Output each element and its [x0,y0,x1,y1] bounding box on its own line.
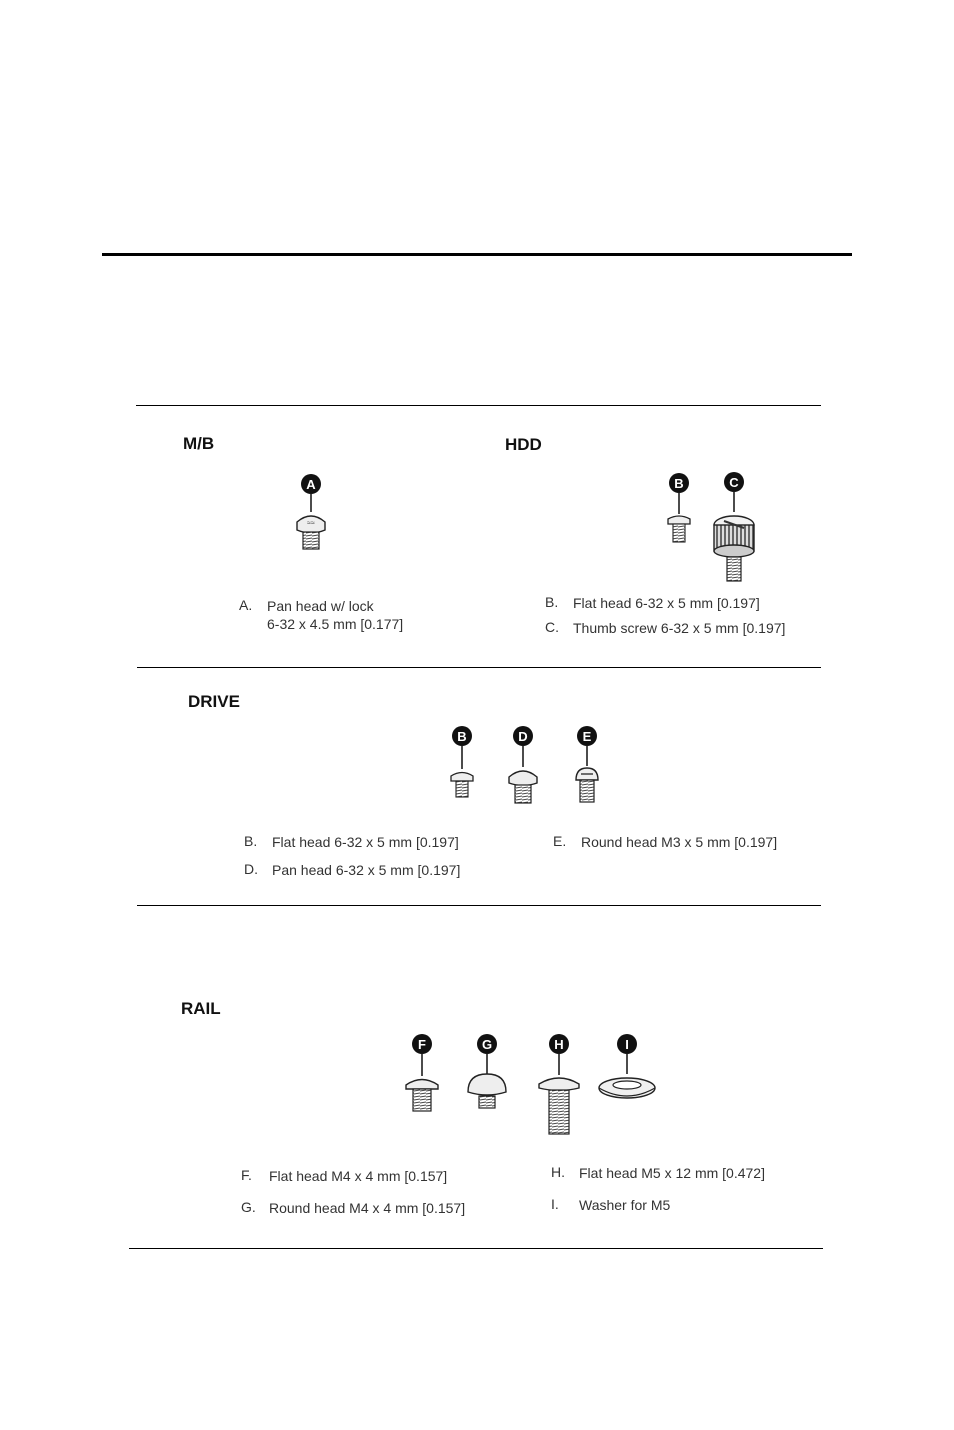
item-letter: H. [551,1164,565,1180]
screw-h-icon [539,1034,579,1134]
item-desc: Thumb screw 6-32 x 5 mm [0.197] [573,620,786,636]
callout-a [301,474,321,512]
item-desc: Round head M3 x 5 mm [0.197] [581,834,778,850]
callout-b-drive-label: B [457,729,467,744]
rail-heading: RAIL [181,999,221,1018]
thumb-screw-c-icon [714,472,754,581]
item-desc-line1: Pan head w/ lock [267,598,374,614]
screw-f-icon [406,1034,438,1111]
item-desc: Pan head 6-32 x 5 mm [0.197] [272,862,461,878]
item-desc: Flat head 6-32 x 5 mm [0.197] [272,834,459,850]
item-desc-line2: 6-32 x 4.5 mm [0.177] [267,616,404,632]
item-desc: Flat head M5 x 12 mm [0.472] [579,1165,765,1181]
item-desc: Washer for M5 [579,1197,671,1213]
callout-b-hdd-label: B [674,476,684,491]
item-desc: Flat head M4 x 4 mm [0.157] [269,1168,448,1184]
item-desc: Round head M4 x 4 mm [0.157] [269,1200,466,1216]
hdd-heading: HDD [505,435,542,454]
screw-d-icon [509,726,537,803]
item-letter: D. [244,861,258,877]
item-letter: C. [545,619,559,635]
screw-g-icon [468,1034,506,1108]
item-letter: I. [551,1196,559,1212]
item-letter: B. [244,833,258,849]
item-letter: E. [553,833,567,849]
item-letter: B. [545,594,559,610]
callout-g-label: G [481,1037,493,1052]
item-desc: Flat head 6-32 x 5 mm [0.197] [573,595,760,611]
callout-g [477,1034,497,1074]
callout-f-label: F [418,1037,426,1052]
screw-a-icon [297,474,325,549]
item-letter: A. [239,597,253,613]
callout-e [577,726,597,766]
callout-b-drive [452,726,472,769]
item-letter: G. [241,1199,256,1215]
washer-i-icon [599,1034,655,1098]
callout-i-label: I [625,1037,629,1052]
svg-text:≈≈: ≈≈ [307,520,315,527]
callout-e-label: E [582,729,592,744]
screw-e-icon [576,726,598,802]
screw-b-hdd-icon [668,473,690,542]
callout-i [617,1034,637,1074]
callout-a-label: A [306,477,316,492]
callout-c [724,472,744,512]
callout-h-label: H [554,1037,564,1052]
mb-heading: M/B [183,434,215,453]
callout-d-label: D [518,729,528,744]
drive-heading: DRIVE [188,692,240,711]
screw-b-drive-icon [451,726,473,797]
callout-b-hdd [669,473,689,514]
callout-c-label: C [729,475,739,490]
callout-h [549,1034,569,1075]
callout-d [513,726,533,767]
callout-f [412,1034,432,1076]
item-letter: F. [241,1167,252,1183]
